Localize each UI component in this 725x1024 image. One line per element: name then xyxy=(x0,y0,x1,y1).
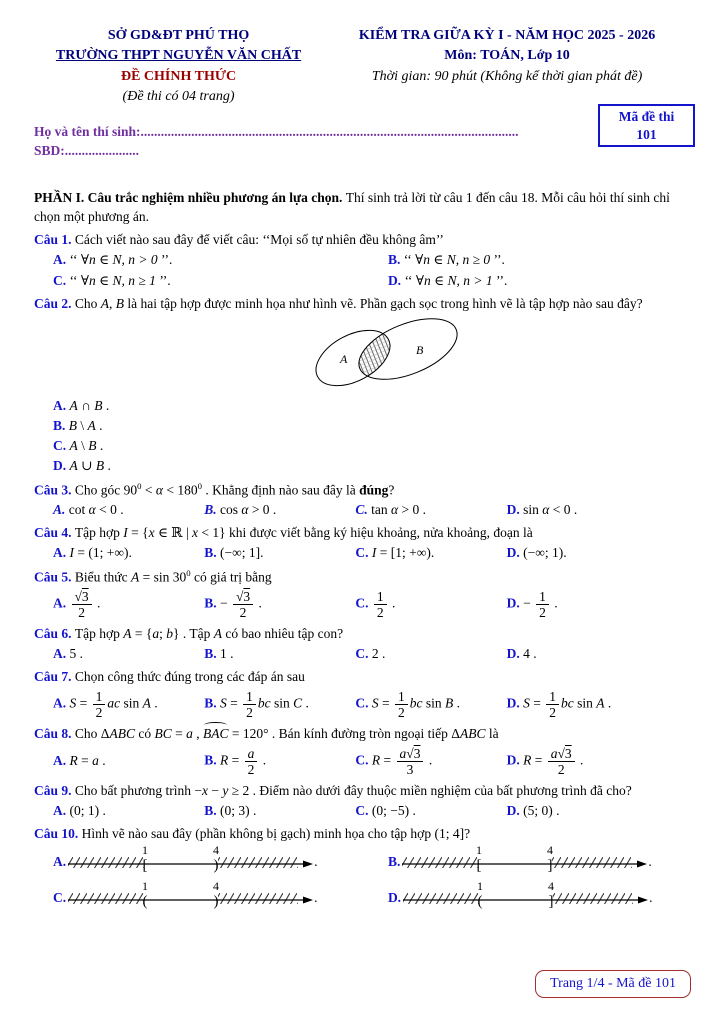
option-letter: B. xyxy=(53,418,69,434)
math-italic: α xyxy=(391,502,399,518)
svg-text:4: 4 xyxy=(213,845,220,858)
math-italic: R xyxy=(219,752,229,768)
question-text: Câu 6. Tập hợp A = {a; b} . Tập A có bao nhiêu tập con? xyxy=(34,626,344,642)
number-line-figure xyxy=(400,845,648,879)
option-A: A. S = $\frac{1}{2}$ ac sin A . xyxy=(53,689,158,721)
number-line xyxy=(66,845,314,879)
fraction xyxy=(243,689,256,720)
option-D: D. (−∞; 1). xyxy=(506,544,567,560)
option-letter: A. xyxy=(53,646,70,662)
svg-text:[: [ xyxy=(476,857,482,874)
option-B: B. B \ A . xyxy=(53,418,103,434)
svg-text:]: ] xyxy=(547,857,553,874)
number-line xyxy=(400,845,648,879)
square-root: √3 xyxy=(406,746,421,762)
options xyxy=(34,844,691,916)
math-italic: B xyxy=(88,437,97,453)
question-text: Câu 9. Cho bất phương trình −x − y ≥ 2 . Điểm nào dưới đây thuộc miền nghiệm của bất phương trình đã cho? xyxy=(34,783,632,799)
option-C: C. 2 . xyxy=(355,646,386,662)
denominator: 2 xyxy=(539,605,546,621)
square-root: √3 xyxy=(557,746,572,762)
svg-text:B: B xyxy=(416,343,424,358)
superscript: 0 xyxy=(197,480,203,491)
question-8 xyxy=(34,725,691,778)
option-C: C. 1 4 ( ) . xyxy=(53,881,388,915)
option-A: A. cot α < 0 . xyxy=(53,502,124,518)
numerator: 1 xyxy=(536,589,549,605)
superscript: 0 xyxy=(137,480,142,491)
math-italic: x xyxy=(148,525,155,541)
option-C: C. $\frac{1}{2}$ . xyxy=(355,589,396,621)
math-italic: B xyxy=(445,695,454,711)
option-letter: A. xyxy=(53,398,70,414)
math-italic: ac xyxy=(107,695,121,711)
math-italic: A xyxy=(596,695,605,711)
option-A: A. I = (1; +∞). xyxy=(53,544,132,560)
svg-text:1: 1 xyxy=(142,845,149,858)
option-A: A. $\frac{√3}{2}$ . xyxy=(53,589,101,621)
option-letter: B. xyxy=(204,646,220,662)
options xyxy=(34,688,691,721)
venn-diagram xyxy=(296,316,468,390)
question-label: Câu 3. xyxy=(34,482,75,498)
question-text: Câu 1. Cách viết nào sau đây để viết câu: ‘‘Mọi số tự nhiên đều không âm’’ xyxy=(34,231,444,247)
svg-text:4: 4 xyxy=(548,881,555,894)
option-letter: A. xyxy=(53,595,70,611)
options xyxy=(34,501,691,520)
numerator xyxy=(72,589,92,605)
option-letter: D. xyxy=(506,502,524,518)
question-3 xyxy=(34,480,691,520)
options xyxy=(34,544,691,563)
svg-text:[: [ xyxy=(142,857,148,874)
exam-subject: Môn: TOÁN, Lớp 10 xyxy=(444,48,570,64)
math-italic: A, B xyxy=(100,296,125,312)
official-exam-stamp: ĐỀ CHÍNH THỨC xyxy=(120,68,237,84)
svg-text:A: A xyxy=(340,352,348,367)
option-letter: B. xyxy=(204,752,220,768)
fraction xyxy=(397,746,424,777)
svg-text:1: 1 xyxy=(142,881,149,894)
math-italic: x xyxy=(201,783,208,799)
math-italic: A xyxy=(142,695,151,711)
option-letter: D. xyxy=(387,889,402,905)
question-6 xyxy=(34,625,691,664)
denominator: 2 xyxy=(78,605,85,621)
fraction xyxy=(93,689,106,720)
option-letter: D. xyxy=(506,752,524,768)
math-italic: α xyxy=(241,502,249,518)
option-letter: A. xyxy=(53,853,67,869)
option-C: C. I = [1; +∞). xyxy=(355,544,435,560)
denominator: 2 xyxy=(239,605,247,621)
math-italic: y xyxy=(222,783,229,799)
math-italic: S xyxy=(371,695,379,711)
option-A: A. 1 4 [ ) . xyxy=(53,845,388,879)
fraction xyxy=(245,746,258,777)
exam-code-label: Mã đề thi xyxy=(618,109,675,124)
math-italic: bc xyxy=(560,695,574,711)
fraction xyxy=(374,589,387,620)
svg-text:(: ( xyxy=(142,893,148,910)
option-D: D. ‘‘ ∀n ∈ N, n > 1 ’’. xyxy=(387,272,508,288)
option-letter: D. xyxy=(387,272,405,288)
numerator: 1 xyxy=(546,689,559,705)
math-italic: a xyxy=(152,626,160,642)
math-italic: bc xyxy=(257,695,271,711)
math-italic: ABC xyxy=(109,726,135,742)
option-letter: B. xyxy=(204,502,220,518)
option-B: B. cos α > 0 . xyxy=(204,502,277,518)
option-letter: D. xyxy=(506,803,524,819)
math-italic: R xyxy=(371,752,381,768)
option-D: D. − $\frac{1}{2}$ . xyxy=(506,589,558,621)
question-7 xyxy=(34,668,691,721)
numerator: 1 xyxy=(93,689,106,705)
math-italic: ∀n ∈ N, n ≥ 1 xyxy=(80,272,156,288)
fraction xyxy=(395,689,408,720)
question-4 xyxy=(34,524,691,563)
department-name: SỞ GD&ĐT PHÚ THỌ xyxy=(107,28,250,43)
option-A: A. ‘‘ ∀n ∈ N, n > 0 ’’. xyxy=(53,251,173,267)
question-label: Câu 8. xyxy=(34,726,75,742)
math-italic: ∀n ∈ N, n > 0 xyxy=(80,251,158,267)
option-C: C. S = $\frac{1}{2}$ bc sin B . xyxy=(355,689,461,721)
question-label: Câu 6. xyxy=(34,626,75,642)
option-B: B. S = $\frac{1}{2}$ bc sin C . xyxy=(204,689,309,721)
option-C: C. ‘‘ ∀n ∈ N, n ≥ 1 ’’. xyxy=(53,272,171,288)
header xyxy=(34,26,691,107)
question-label: Câu 1. xyxy=(34,231,75,247)
math-italic: B xyxy=(68,418,78,434)
option-D: D. 1 4 ( ] . xyxy=(388,881,691,915)
number-line-figure xyxy=(66,845,314,879)
option-C: C. R = $\frac{a√3}{3}$ . xyxy=(355,746,433,778)
option-B: B. ‘‘ ∀n ∈ N, n ≥ 0 ’’. xyxy=(387,251,505,267)
math-italic: A xyxy=(69,457,78,473)
options xyxy=(34,397,691,476)
option-letter: C. xyxy=(53,272,70,288)
option-letter: D. xyxy=(506,595,524,611)
option-letter: B. xyxy=(387,251,404,267)
option-letter: C. xyxy=(53,889,67,905)
question-label: Câu 9. xyxy=(34,783,75,799)
numerator xyxy=(548,746,575,762)
question-label: Câu 5. xyxy=(34,569,75,585)
denominator: 2 xyxy=(549,705,556,721)
option-letter: D. xyxy=(506,544,524,560)
option-A: A. A ∩ B . xyxy=(53,398,110,414)
square-root: √3 xyxy=(235,589,251,605)
question-9 xyxy=(34,782,691,821)
math-italic: A xyxy=(130,569,140,585)
math-italic: S xyxy=(523,695,530,711)
option-letter: A. xyxy=(53,544,70,560)
math-italic: α xyxy=(155,482,163,498)
options xyxy=(34,802,691,821)
math-italic: B xyxy=(94,398,103,414)
option-B: B. (−∞; 1]. xyxy=(204,544,264,560)
question-text: Câu 2. Cho A, B là hai tập hợp được minh họa như hình vẽ. Phần gạch sọc trong hình vẽ là tập hợp nào sau đây? xyxy=(34,296,643,312)
fraction xyxy=(72,589,92,620)
math-italic: x xyxy=(192,525,199,541)
svg-text:): ) xyxy=(213,893,219,910)
option-letter: B. xyxy=(387,853,401,869)
math-italic: b xyxy=(166,626,174,642)
exam-title: KIỂM TRA GIỮA KỲ I - NĂM HỌC 2025 - 2026 xyxy=(358,28,656,43)
svg-text:1: 1 xyxy=(476,845,483,858)
question-5 xyxy=(34,567,691,622)
school-name: TRƯỜNG THPT NGUYỄN VĂN CHẤT xyxy=(55,48,302,64)
svg-text:4: 4 xyxy=(213,881,220,894)
angle-hat: BAC xyxy=(203,725,229,744)
math-italic: C xyxy=(293,695,303,711)
math-italic: I xyxy=(123,525,128,541)
exam-code-number: 101 xyxy=(636,126,657,142)
option-letter: C. xyxy=(355,803,372,819)
square-root: √3 xyxy=(74,589,89,605)
fraction xyxy=(233,589,253,620)
option-letter: A. xyxy=(53,502,69,518)
denominator: 2 xyxy=(247,762,255,778)
option-letter: C. xyxy=(53,437,70,453)
math-italic: α xyxy=(88,502,96,518)
svg-text:): ) xyxy=(213,857,219,874)
option-C: C. (0; −5) . xyxy=(355,803,416,819)
question-1 xyxy=(34,231,691,292)
math-italic: ABC xyxy=(459,726,486,742)
option-D: D. 4 . xyxy=(506,646,537,662)
superscript: 0 xyxy=(186,567,191,578)
svg-text:(: ( xyxy=(477,893,483,910)
part1-note: Thí sinh trả lời từ câu 1 đến câu 18. Mỗi câu hỏi thí sinh chỉ chọn một phương án. xyxy=(34,189,670,224)
option-B: B. 1 . xyxy=(204,646,234,662)
questions xyxy=(34,231,691,916)
option-B: B. 1 4 [ ] . xyxy=(388,845,691,879)
options xyxy=(34,250,691,292)
option-D: D. sin α < 0 . xyxy=(506,502,578,518)
math-italic: ∀n ∈ N, n > 1 xyxy=(415,272,493,288)
denominator: 2 xyxy=(398,705,405,721)
question-2 xyxy=(34,295,691,475)
student-name-line: Họ và tên thí sinh:................................................................................................................ SBD:...................... xyxy=(34,124,519,159)
question-text: Câu 8. Cho ΔABC có BC = a , BAC = 120° . Bán kính đường tròn ngoại tiếp ΔABC là xyxy=(34,725,691,744)
number-line xyxy=(66,881,314,915)
exam-code-box xyxy=(598,104,695,147)
option-letter: B. xyxy=(204,695,220,711)
option-letter: A. xyxy=(53,803,70,819)
option-A: A. (0; 1) . xyxy=(53,803,106,819)
question-text: Câu 4. Tập hợp I = {x ∈ ℝ | x < 1} khi được viết bằng ký hiệu khoảng, nửa khoảng, đoạn là xyxy=(34,525,533,541)
question-label: Câu 4. xyxy=(34,525,75,541)
numerator xyxy=(397,746,424,762)
math-italic: S xyxy=(69,695,77,711)
option-letter: C. xyxy=(355,646,372,662)
svg-text:1: 1 xyxy=(477,881,484,894)
option-letter: B. xyxy=(204,544,220,560)
option-A: A. 5 . xyxy=(53,646,83,662)
math-italic: a xyxy=(92,753,99,769)
option-letter: B. xyxy=(204,595,220,611)
part1-title: PHẦN I. Câu trắc nghiệm nhiều phương án lựa chọn. xyxy=(34,189,346,205)
math-italic: a xyxy=(186,726,193,742)
math-italic: A xyxy=(123,626,132,642)
option-B: B. R = $\frac{a}{2}$ . xyxy=(204,746,267,778)
option-D: D. A ∪ B . xyxy=(53,457,111,473)
option-D: D. (5; 0) . xyxy=(506,803,560,819)
header-left xyxy=(34,26,323,107)
option-letter: C. xyxy=(355,695,372,711)
options xyxy=(34,588,691,621)
math-italic: α xyxy=(542,502,550,518)
math-italic: B xyxy=(95,457,105,473)
math-italic: bc xyxy=(409,695,423,711)
svg-text:4: 4 xyxy=(547,845,554,858)
number-line-figure xyxy=(66,881,314,915)
numerator xyxy=(233,589,253,605)
options xyxy=(34,645,691,664)
option-letter: C. xyxy=(355,595,372,611)
numerator: 1 xyxy=(395,689,408,705)
question-text: Câu 5. Biểu thức $A = \sin 30^0$ có giá trị bằng xyxy=(34,567,272,585)
denominator: 2 xyxy=(557,762,565,778)
math-italic: a xyxy=(247,746,255,762)
math-italic: A xyxy=(213,626,222,642)
option-letter: D. xyxy=(506,646,524,662)
option-D: D. S = $\frac{1}{2}$ bc sin A . xyxy=(506,689,612,721)
svg-text:]: ] xyxy=(548,893,554,910)
page-footer xyxy=(535,970,691,998)
math-italic: A xyxy=(87,418,96,434)
question-10 xyxy=(34,825,691,916)
option-letter: D. xyxy=(506,695,524,711)
options xyxy=(34,745,691,778)
option-letter: A. xyxy=(53,695,70,711)
fraction xyxy=(536,589,549,620)
option-letter: D. xyxy=(53,457,70,473)
option-letter: C. xyxy=(355,502,372,518)
exam-time: Thời gian: 90 phút (Không kể thời gian phát đề) xyxy=(371,68,643,84)
math-italic: R xyxy=(69,753,78,769)
denominator: 2 xyxy=(95,705,103,721)
question-text: Câu 10. Hình vẽ nào sau đây (phần không bị gạch) minh họa cho tập hợp (1; 4]? xyxy=(34,826,471,842)
math-italic: a xyxy=(550,746,558,762)
part1-instructions xyxy=(34,189,691,227)
option-letter: C. xyxy=(355,544,372,560)
numerator: 1 xyxy=(243,689,256,705)
option-C: C. A \ B . xyxy=(53,437,104,453)
option-A: A. R = a . xyxy=(53,753,106,769)
denominator: 2 xyxy=(246,705,253,721)
math-italic: a xyxy=(399,746,407,762)
question-label: Câu 10. xyxy=(34,826,82,842)
question-label: Câu 7. xyxy=(34,669,75,685)
math-italic: A xyxy=(69,437,78,453)
fraction xyxy=(546,689,559,720)
math-italic: BC xyxy=(154,726,172,742)
option-B: B. − $\frac{√3}{2}$ . xyxy=(204,589,262,621)
page-count-note: (Đề thi có 04 trang) xyxy=(122,88,235,104)
number-line xyxy=(401,881,649,915)
page-number: Trang 1/4 - Mã đề 101 xyxy=(550,976,676,992)
option-letter: A. xyxy=(53,251,70,267)
math-italic: I xyxy=(69,544,74,560)
math-italic: ∀n ∈ N, n ≥ 0 xyxy=(415,251,491,267)
question-text: Câu 3. Cho góc $90^0 < \alpha < 180^0$ . Khẳng định nào sau đây là đúng? xyxy=(34,480,395,498)
math-italic: A xyxy=(69,398,78,414)
option-letter: B. xyxy=(204,803,220,819)
numerator xyxy=(245,746,258,762)
denominator: 3 xyxy=(406,762,414,778)
option-C: C. tan α > 0 . xyxy=(355,502,427,518)
option-D: D. R = $\frac{a√3}{2}$ . xyxy=(506,746,584,778)
option-B: B. (0; 3) . xyxy=(204,803,257,819)
numerator: 1 xyxy=(374,589,387,605)
question-text: Câu 7. Chọn công thức đúng trong các đáp án sau xyxy=(34,669,305,685)
fraction xyxy=(548,746,575,777)
option-letter: C. xyxy=(355,752,372,768)
math-italic: S xyxy=(219,695,227,711)
number-line-figure xyxy=(401,881,649,915)
venn-figure xyxy=(296,316,691,396)
math-italic: R xyxy=(523,752,532,768)
math-italic: I xyxy=(371,544,377,560)
option-letter: A. xyxy=(53,753,70,769)
question-label: Câu 2. xyxy=(34,296,75,312)
header-right xyxy=(323,26,691,107)
denominator: 2 xyxy=(376,605,384,621)
bold-text: đúng xyxy=(359,482,389,498)
